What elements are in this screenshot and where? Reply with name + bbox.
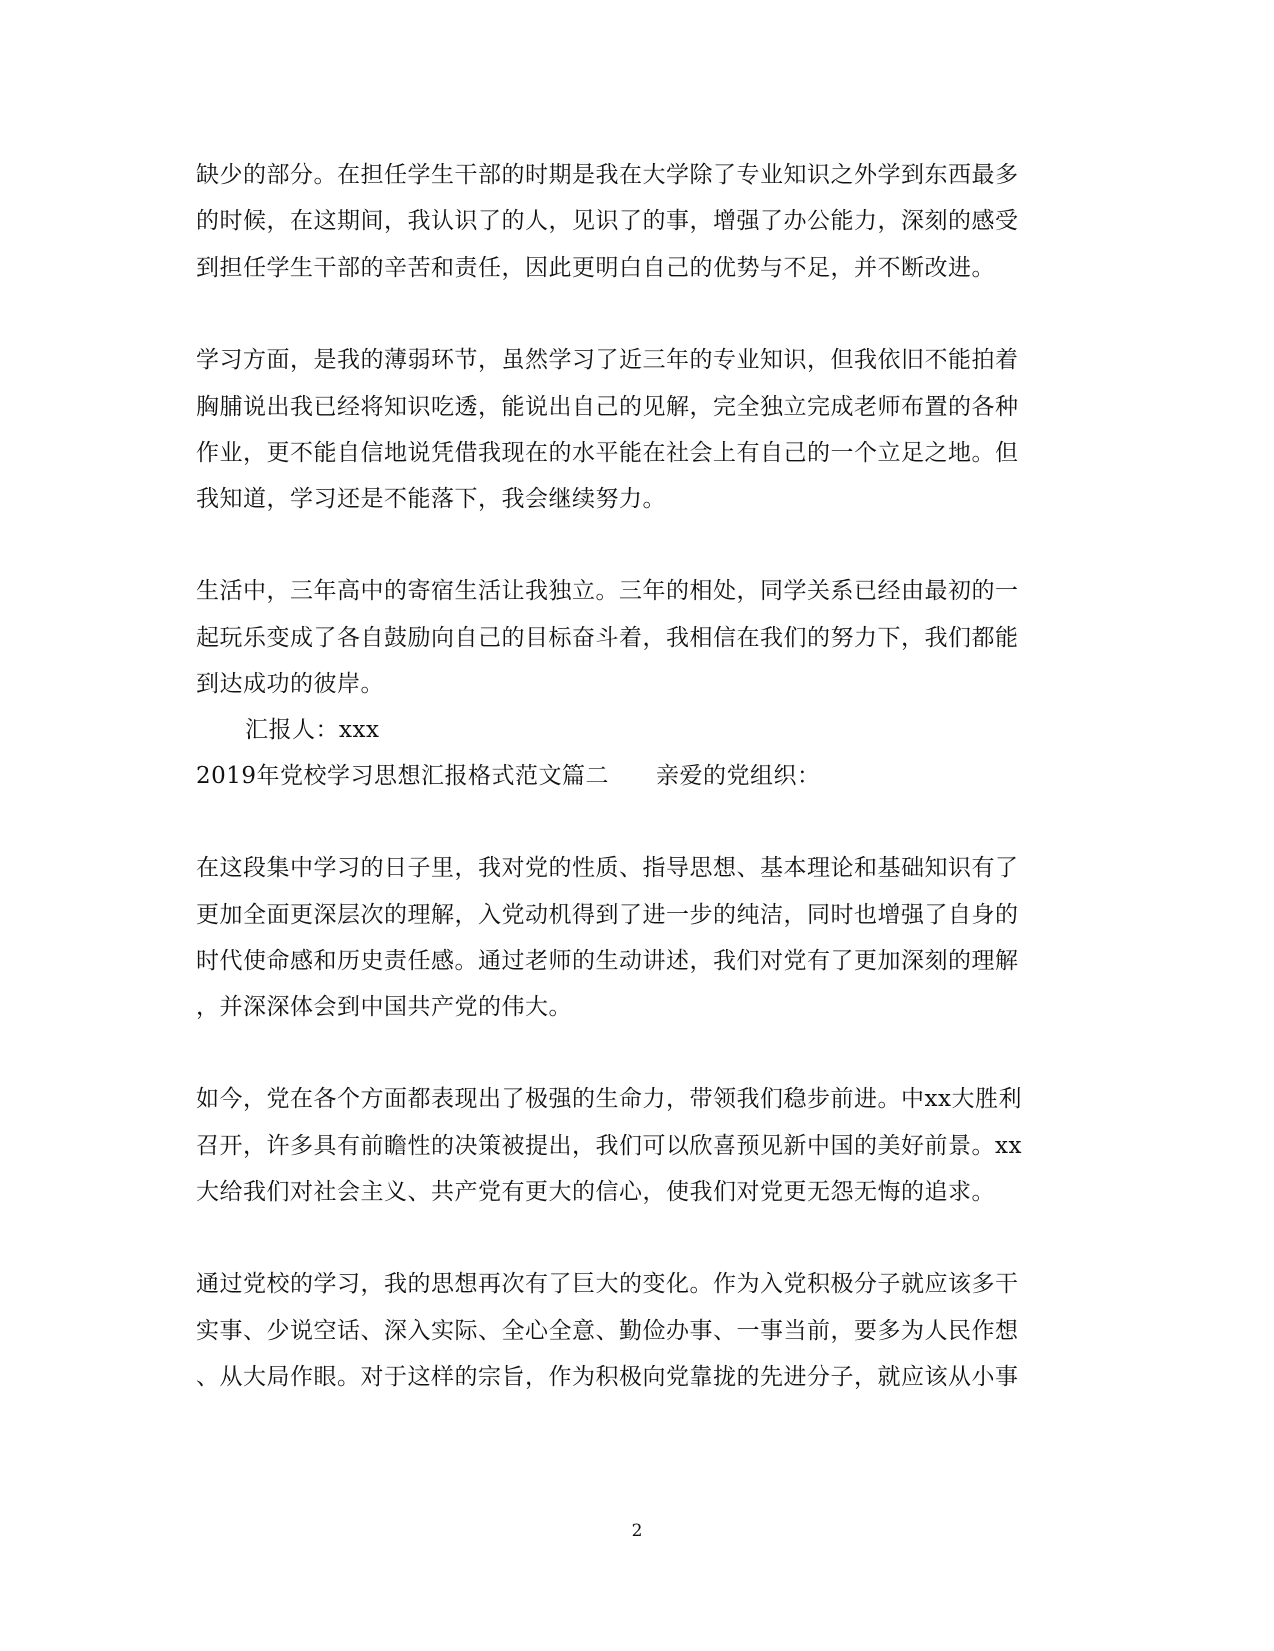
paragraph-1-line-1: 缺少的部分。在担任学生干部的时期是我在大学除了专业知识之外学到东西最多 — [196, 162, 1019, 188]
paragraph-1-line-3: 到担任学生干部的辛苦和责任，因此更明白自己的优势与不足，并不断改进。 — [196, 255, 995, 281]
reporter-line: 汇报人：xxx — [245, 717, 380, 743]
paragraph-2-line-2: 胸脯说出我已经将知识吃透，能说出自己的见解，完全独立完成老师布置的各种 — [196, 394, 1019, 420]
paragraph-2-line-1: 学习方面，是我的薄弱环节，虽然学习了近三年的专业知识，但我依旧不能拍着 — [196, 347, 1019, 373]
paragraph-1-line-2: 的时候，在这期间，我认识了的人，见识了的事，增强了办公能力，深刻的感受 — [196, 208, 1019, 234]
paragraph-5-line-2: 召开，许多具有前瞻性的决策被提出，我们可以欣喜预见新中国的美好前景。xx — [196, 1133, 1022, 1159]
paragraph-4-line-3: 时代使命感和历史责任感。通过老师的生动讲述，我们对党有了更加深刻的理解 — [196, 948, 1019, 974]
paragraph-3-line-2: 起玩乐变成了各自鼓励向自己的目标奋斗着，我相信在我们的努力下，我们都能 — [196, 625, 1019, 651]
paragraph-5-line-3: 大给我们对社会主义、共产党有更大的信心，使我们对党更无怨无悔的追求。 — [196, 1179, 995, 1205]
paragraph-4-line-2: 更加全面更深层次的理解，入党动机得到了进一步的纯洁，同时也增强了自身的 — [196, 902, 1019, 928]
page-number: 2 — [631, 1521, 643, 1541]
paragraph-6-line-1: 通过党校的学习，我的思想再次有了巨大的变化。作为入党积极分子就应该多干 — [196, 1271, 1019, 1297]
paragraph-4-line-1: 在这段集中学习的日子里，我对党的性质、指导思想、基本理论和基础知识有了 — [196, 855, 1019, 881]
paragraph-2-line-3: 作业，更不能自信地说凭借我现在的水平能在社会上有自己的一个立足之地。但 — [196, 440, 1019, 466]
paragraph-6-line-2: 实事、少说空话、深入实际、全心全意、勤俭办事、一事当前，要多为人民作想 — [196, 1318, 1019, 1344]
section-heading: 2019年党校学习思想汇报格式范文篇二 亲爱的党组织： — [196, 763, 821, 789]
paragraph-5-line-1: 如今，党在各个方面都表现出了极强的生命力，带领我们稳步前进。中xx大胜利 — [196, 1086, 1022, 1112]
paragraph-3-line-3: 到达成功的彼岸。 — [196, 671, 384, 697]
paragraph-4-line-4: ，并深深体会到中国共产党的伟大。 — [196, 994, 572, 1020]
paragraph-2-line-4: 我知道，学习还是不能落下，我会继续努力。 — [196, 486, 666, 512]
paragraph-3-line-1: 生活中，三年高中的寄宿生活让我独立。三年的相处，同学关系已经由最初的一 — [196, 578, 1019, 604]
paragraph-6-line-3: 、从大局作眼。对于这样的宗旨，作为积极向党靠拢的先进分子，就应该从小事 — [196, 1364, 1019, 1390]
